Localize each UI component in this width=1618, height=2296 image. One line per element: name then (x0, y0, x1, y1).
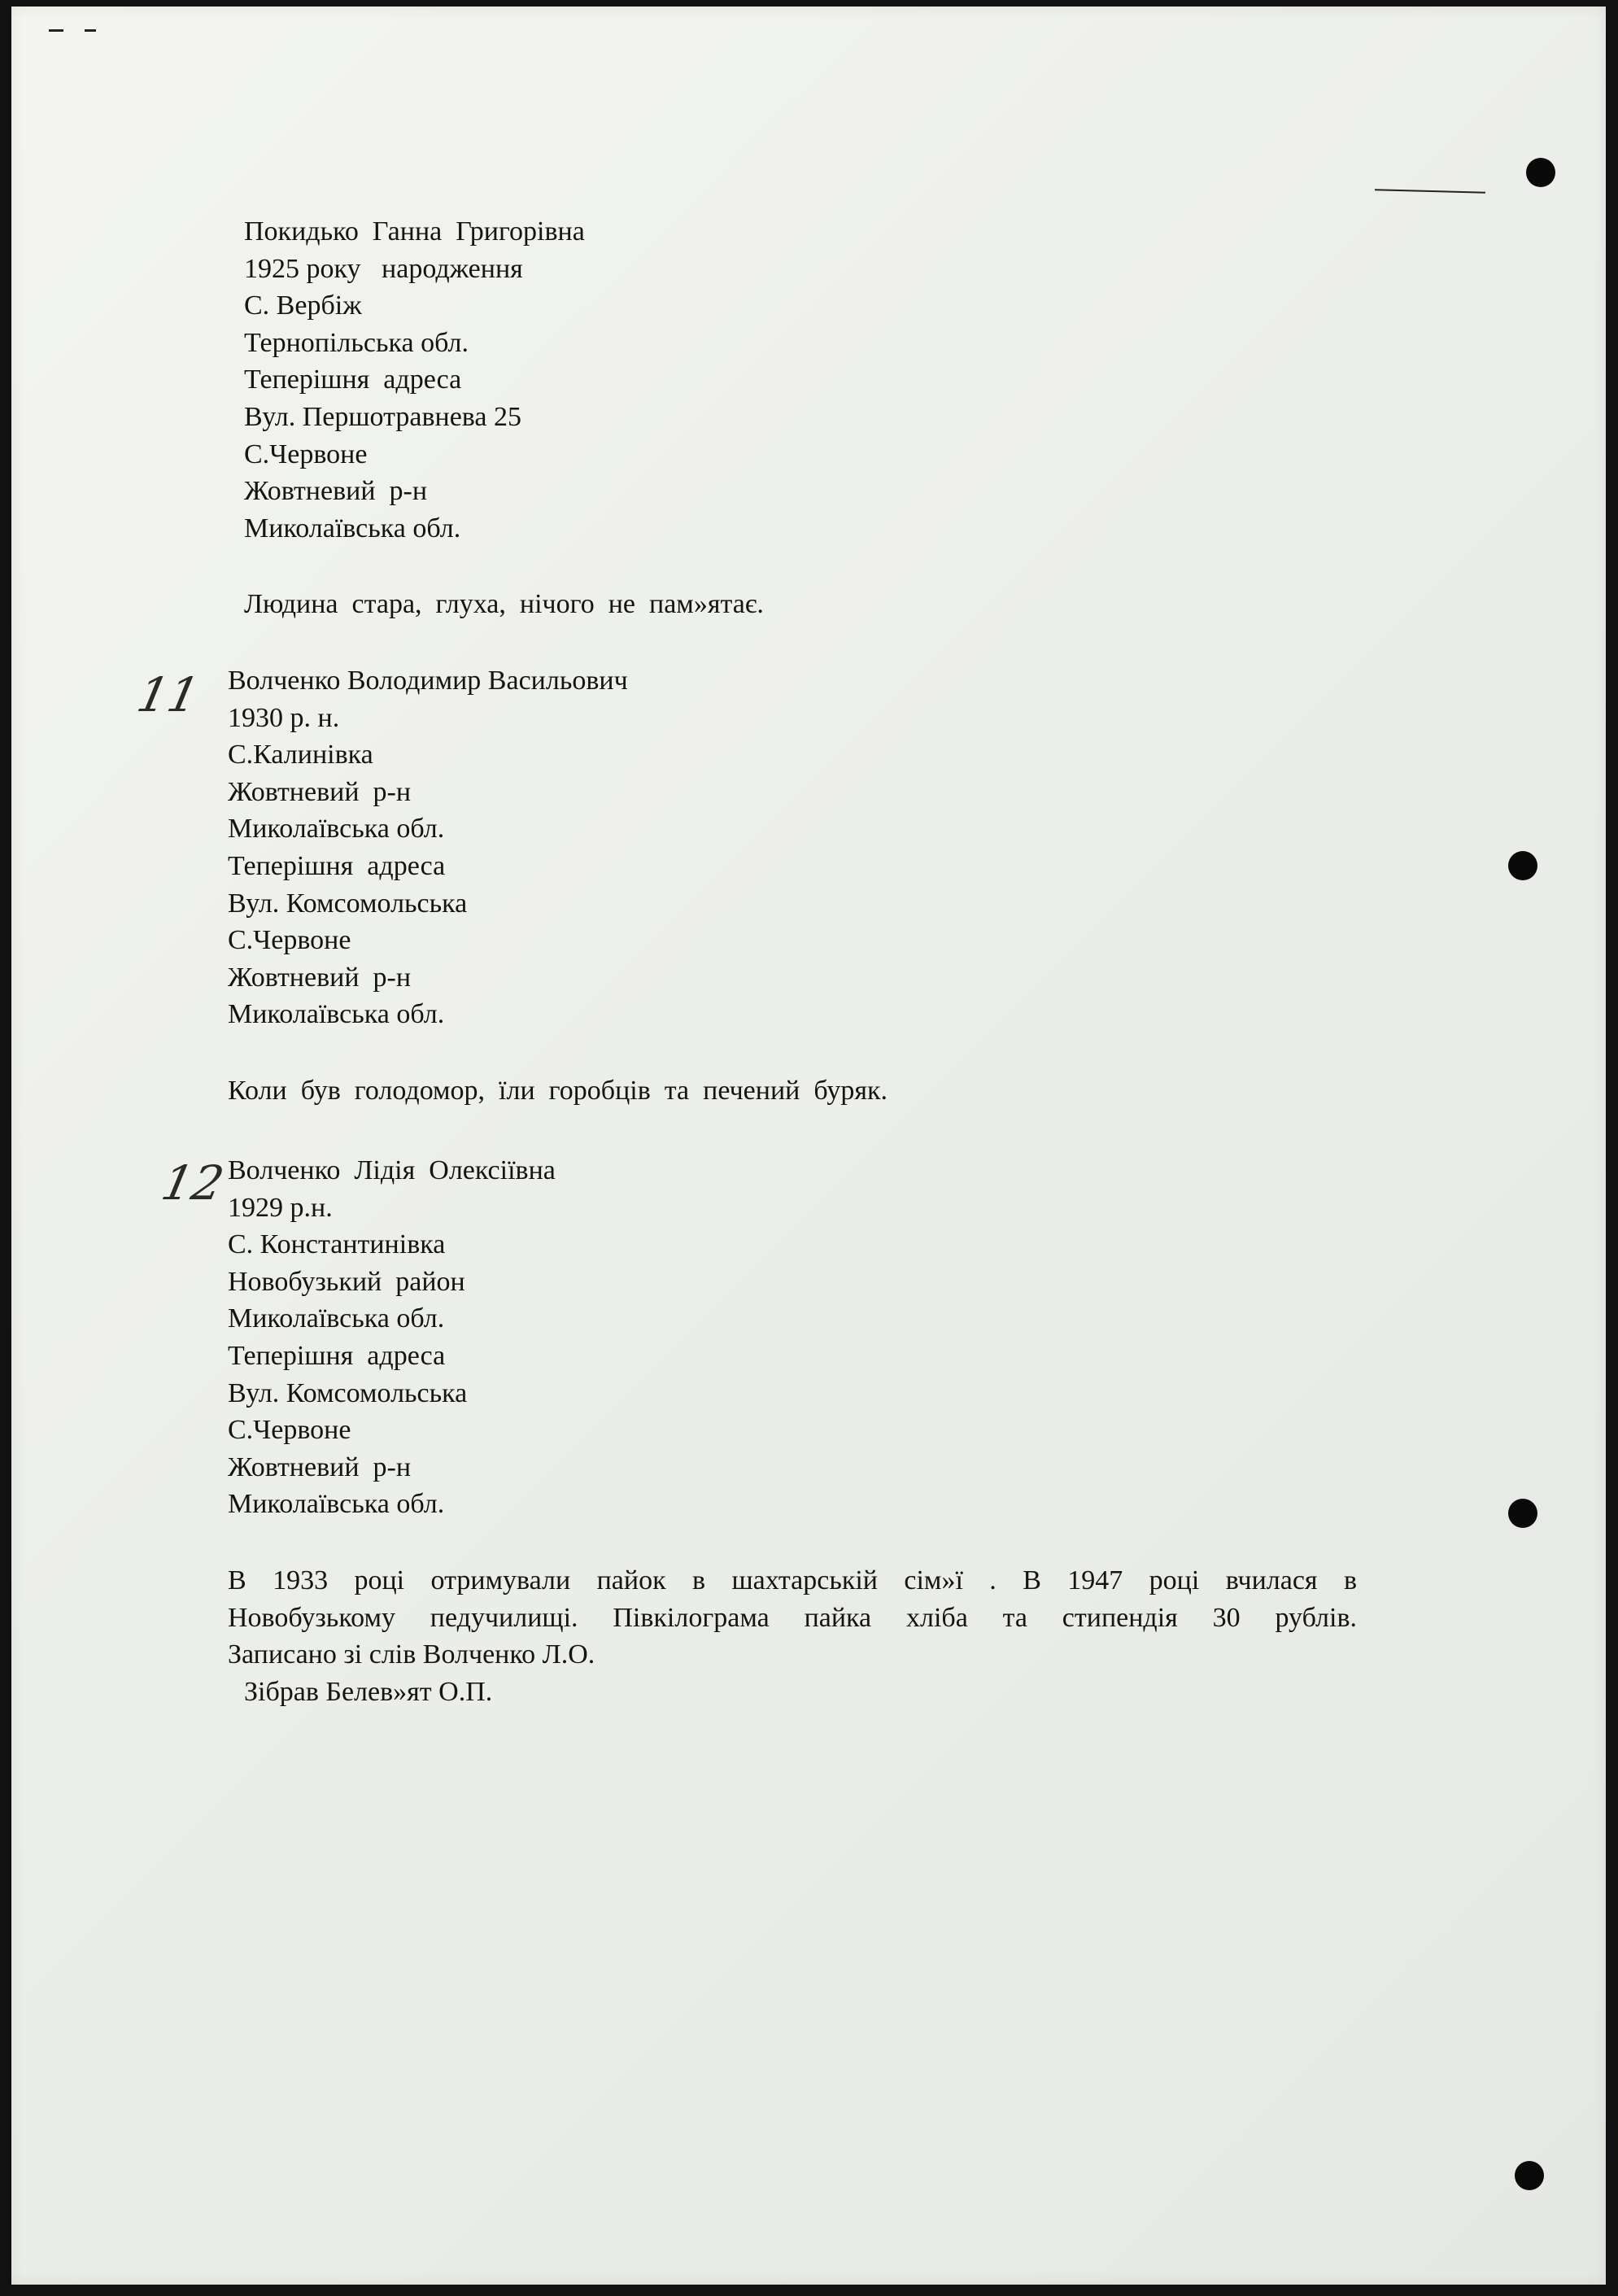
entry-3-details (228, 1152, 556, 1523)
entry-2-line: Теперішня адреса (228, 850, 446, 881)
corner-mark (85, 29, 96, 32)
entry-3-line: Миколаївська обл. (228, 1489, 445, 1520)
entry-1-details (244, 213, 585, 547)
entry-3-line: С.Червоне (228, 1415, 351, 1446)
punch-hole (1526, 158, 1555, 187)
entry-2-line: 1930 р. н. (228, 702, 340, 733)
entry-1-line: Тернопільська обл. (244, 327, 469, 358)
entry-2-note (228, 1072, 888, 1110)
collector-line: Зібрав Белев»ят О.П. (244, 1676, 493, 1707)
entry-1-line: Теперішня адреса (244, 364, 462, 395)
entry-3-line: 1929 р.н. (228, 1192, 333, 1223)
entry-2-line: Вул. Комсомольська (228, 888, 468, 919)
entry-2-line: Волченко Володимир Васильович (228, 666, 628, 696)
entry-2-line: С.Калинівка (228, 740, 373, 770)
entry-3-line: Теперішня адреса (228, 1340, 446, 1371)
entry-1-line: Вул. Першотравнева 25 (244, 401, 521, 432)
entry-3-line: С. Константинівка (228, 1229, 446, 1260)
entry-1-line: Миколаївська обл. (244, 513, 461, 543)
paragraph-line: В 1933 році отримували пайок в шахтарській сім»ї . В 1947 році вчилася в (228, 1565, 1357, 1595)
entry-1-line: С.Червоне (244, 439, 368, 469)
entry-1-note-text: Людина стара, глуха, нічого не пам»ятає. (244, 589, 764, 619)
entry-2-line: Жовтневий р-н (228, 962, 412, 993)
entry-3-line: Волченко Лідія Олексіївна (228, 1155, 556, 1185)
entry-3-paragraph (228, 1562, 1357, 1710)
entry-1-line: Жовтневий р-н (244, 476, 428, 507)
entry-3-line: Жовтневий р-н (228, 1451, 412, 1482)
entry-3-line: Вул. Комсомольська (228, 1377, 468, 1408)
entry-2-handwritten-number: 11 (132, 667, 205, 722)
entry-3-line: Новобузький район (228, 1266, 465, 1297)
document-page (11, 7, 1606, 2285)
entry-1-line: С. Вербіж (244, 290, 362, 321)
entry-2-line: Жовтневий р-н (228, 776, 412, 807)
entry-1-note (244, 586, 764, 623)
entry-1-line: 1925 року народження (244, 253, 523, 284)
paragraph-line: Записано зі слів Волченко Л.О. (228, 1639, 595, 1670)
pen-stroke (1375, 189, 1485, 194)
entry-3-handwritten-number: 12 (156, 1155, 229, 1211)
entry-2-line: С.Червоне (228, 925, 351, 956)
punch-hole (1515, 2161, 1544, 2190)
entry-3-line: Миколаївська обл. (228, 1303, 445, 1334)
entry-2-line: Миколаївська обл. (228, 999, 445, 1030)
punch-hole (1508, 1499, 1537, 1528)
corner-mark (49, 29, 63, 32)
punch-hole (1508, 851, 1537, 880)
entry-2-note-text: Коли був голодомор, їли горобців та печений буряк. (228, 1076, 888, 1106)
entry-1-line: Покидько Ганна Григорівна (244, 216, 585, 247)
entry-2-line: Миколаївська обл. (228, 814, 445, 845)
paragraph-line: Новобузькому педучилищі. Півкілограма пайка хліба та стипендія 30 рублів. (228, 1602, 1357, 1633)
entry-2-details (228, 662, 628, 1033)
